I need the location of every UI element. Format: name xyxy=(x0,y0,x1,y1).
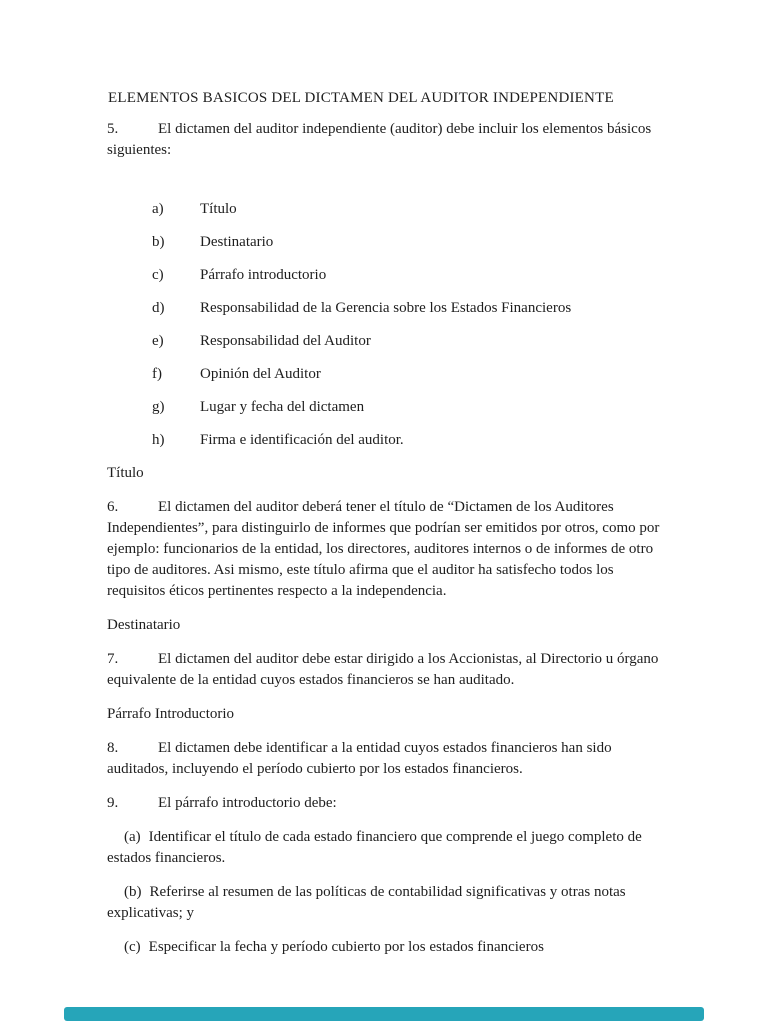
list-item-marker: e) xyxy=(152,333,164,349)
bottom-progress-bar[interactable] xyxy=(64,1007,704,1021)
sub-item-a xyxy=(107,827,665,869)
list-item-b xyxy=(107,232,665,253)
paragraph-8-number: 8. xyxy=(107,740,119,756)
section-heading-titulo: Título xyxy=(107,465,144,481)
paragraph-8-text: El dictamen debe identificar a la entidad cuyos estados financieros han sido auditados, incluyendo el período cubierto por los estados financieros. xyxy=(107,740,612,777)
list-item-label: Destinatario xyxy=(200,234,274,250)
document-content xyxy=(107,88,665,971)
paragraph-7-number: 7. xyxy=(107,651,119,667)
list-item-label: Lugar y fecha del dictamen xyxy=(200,399,365,415)
list-item-marker: g) xyxy=(152,399,165,415)
sub-item-c xyxy=(107,937,665,958)
list-item-c xyxy=(107,265,665,286)
list-item-label: Título xyxy=(200,201,237,217)
list-item-g xyxy=(107,397,665,418)
list-item-marker: c) xyxy=(152,267,164,283)
sub-item-marker: (b) xyxy=(124,884,142,900)
paragraph-7-text: El dictamen del auditor debe estar dirigido a los Accionistas, al Directorio u órgano equivalente de la entidad cuyos estados financieros se han auditado. xyxy=(107,651,659,688)
list-item-label: Responsabilidad de la Gerencia sobre los Estados Financieros xyxy=(200,300,572,316)
elements-list xyxy=(107,199,665,451)
paragraph-6-text: El dictamen del auditor deberá tener el título de “Dictamen de los Auditores Independientes”, para distinguirlo de informes que podrían ser emitidos por otros, como por ejemplo: funcionarios de la entidad, los directores, auditores internos o de informes de otro tipo de auditores. Asi mismo, este título afirma que el auditor ha satisfecho todos los requisitos éticos pertinentes respecto a la independencia. xyxy=(107,499,660,599)
list-item-marker: b) xyxy=(152,234,165,250)
paragraph-5-number: 5. xyxy=(107,121,119,137)
paragraph-9 xyxy=(107,793,665,814)
list-item-marker: a) xyxy=(152,201,164,217)
paragraph-6-number: 6. xyxy=(107,499,119,515)
list-item-f xyxy=(107,364,665,385)
section-heading-parrafo-introductorio: Párrafo Introductorio xyxy=(107,706,235,722)
list-item-e xyxy=(107,331,665,352)
list-item-marker: d) xyxy=(152,300,165,316)
paragraph-9-text: El párrafo introductorio debe: xyxy=(158,795,337,811)
sub-item-text: Identificar el título de cada estado financiero que comprende el juego completo de estados financieros. xyxy=(107,829,642,866)
sub-item-text: Especificar la fecha y período cubierto por los estados financieros xyxy=(148,939,544,955)
sub-item-text: Referirse al resumen de las políticas de contabilidad significativas y otras notas explicativas; y xyxy=(107,884,626,921)
paragraph-6 xyxy=(107,497,665,602)
list-item-a xyxy=(107,199,665,220)
list-item-h xyxy=(107,430,665,451)
paragraph-8 xyxy=(107,738,665,780)
list-item-marker: f) xyxy=(152,366,162,382)
list-item-label: Párrafo introductorio xyxy=(200,267,327,283)
list-item-d xyxy=(107,298,665,319)
paragraph-5 xyxy=(107,119,665,161)
paragraph-5-text: El dictamen del auditor independiente (auditor) debe incluir los elementos básicos siguientes: xyxy=(107,121,652,158)
section-heading-destinatario: Destinatario xyxy=(107,617,181,633)
list-item-label: Responsabilidad del Auditor xyxy=(200,333,371,349)
paragraph-7 xyxy=(107,649,665,691)
sub-item-marker: (c) xyxy=(124,939,141,955)
list-item-marker: h) xyxy=(152,432,165,448)
sub-item-b xyxy=(107,882,665,924)
paragraph-9-number: 9. xyxy=(107,795,119,811)
sub-item-marker: (a) xyxy=(124,829,141,845)
list-item-label: Firma e identificación del auditor. xyxy=(200,432,404,448)
list-item-label: Opinión del Auditor xyxy=(200,366,321,382)
document-title: ELEMENTOS BASICOS DEL DICTAMEN DEL AUDITOR INDEPENDIENTE xyxy=(108,90,614,106)
